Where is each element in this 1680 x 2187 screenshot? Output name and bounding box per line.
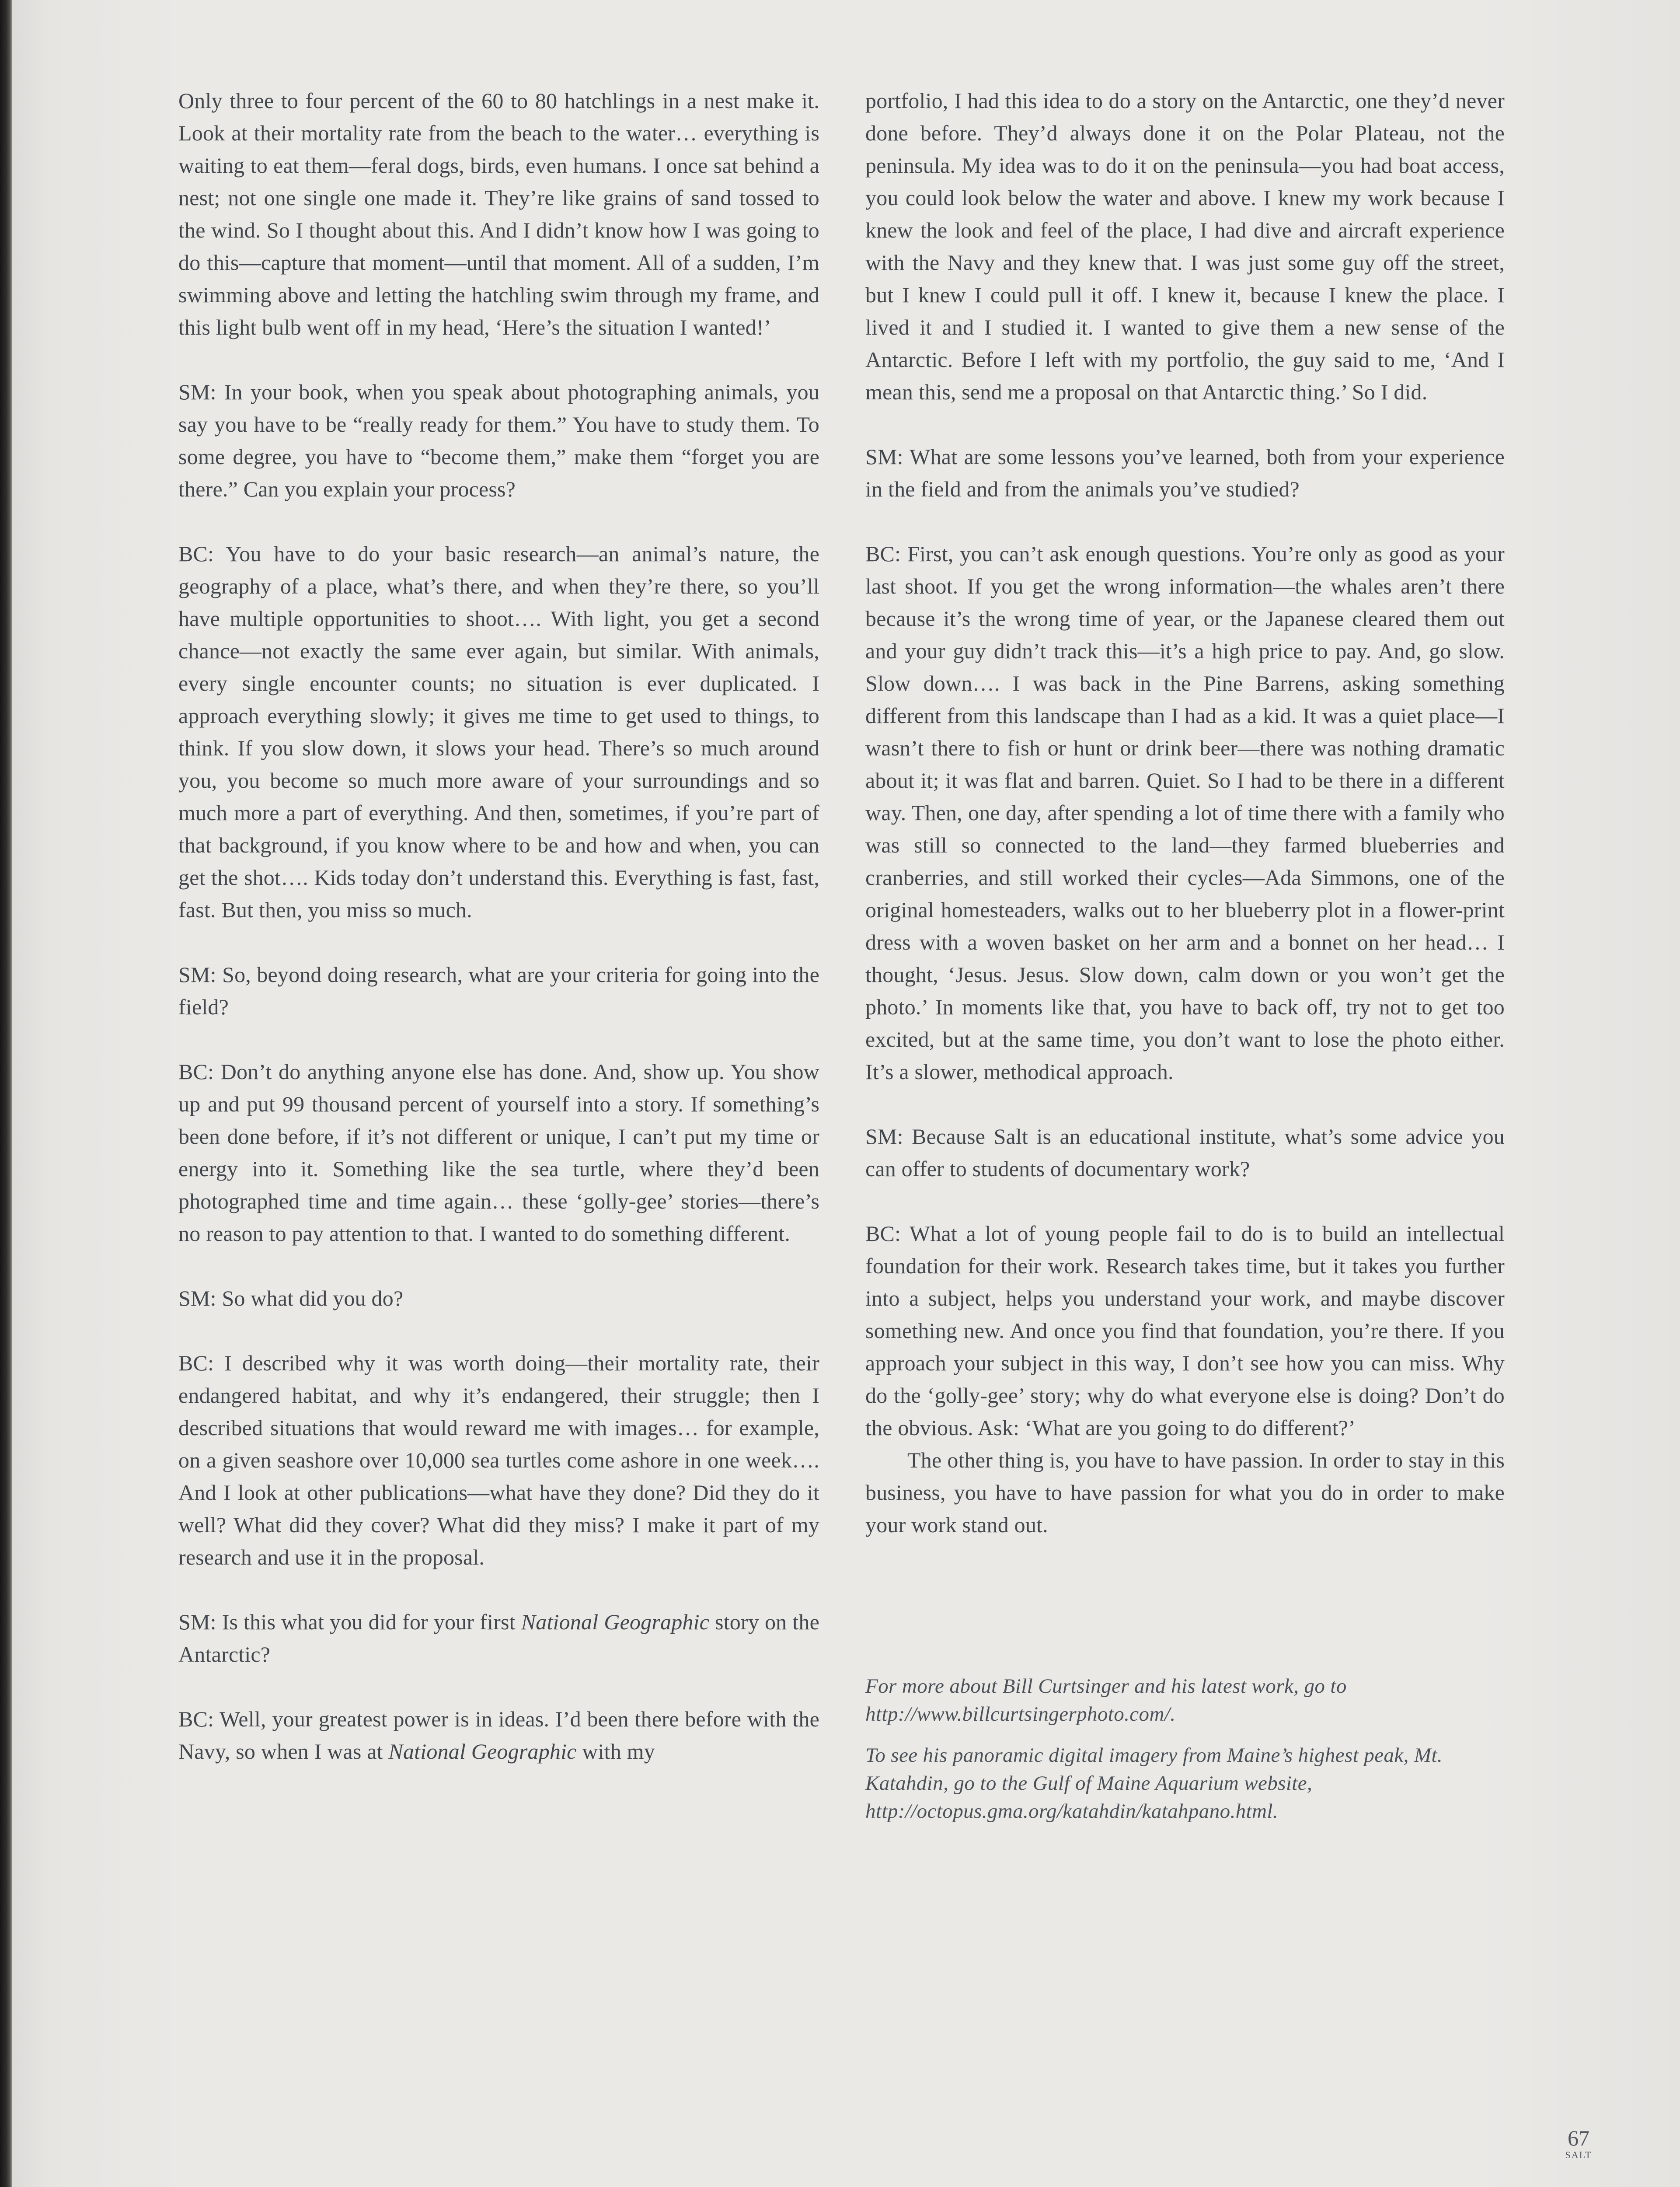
text-run: SM: So, beyond doing research, what are your criteria for going into the field? — [178, 962, 819, 1019]
scanned-spine-edge — [0, 0, 12, 2187]
text-run: The other thing is, you have to have passion. In order to stay in this business, you have to have passion for what you do in order to make your work stand out. — [865, 1448, 1505, 1537]
magazine-name: SALT — [1565, 2149, 1592, 2160]
text-run: story on the Antarctic? — [178, 1610, 819, 1666]
text-run: SM: Is this what you did for your first — [178, 1610, 521, 1634]
italic-text-run: National Geographic — [388, 1739, 577, 1764]
text-run: BC: I described why it was worth doing—their mortality rate, their endangered habitat, and why it’s endangered, their struggle; then I described situations that would reward me with images… for example, on a given seashore over 10,000 sea turtles come ashore in one week…. And I look at other publications—what have they done? Did they do it well? What did they cover? What did they miss? I make it part of my research and use it in the proposal. — [178, 1351, 819, 1569]
text-run: BC: What a lot of young people fail to do is to build an intellectual foundation for their work. Research takes time, but it takes you further into a subject, helps you understand your work, and maybe discover something new. And once you find that foundation, you’re there. If you approach your subject in this way, I don’t see how you can miss. Why do the ‘golly-gee’ story; why do what everyone else is doing? Don’t do the obvious. Ask: ‘What are you going to do different?’ — [865, 1221, 1505, 1440]
text-run: BC: Well, your greatest power is in ideas. I’d been there before with the Navy, so when I was at — [178, 1707, 819, 1764]
text-run: SM: In your book, when you speak about photographing animals, you say you have to be “really ready for them.” You have to study them. To some degree, you have to “become them,” make them “forget you are there.” Can you explain your process? — [178, 380, 819, 501]
text-run: SM: So what did you do? — [178, 1286, 404, 1310]
sm-question-first-nat-geo — [178, 1606, 819, 1670]
bc-answer-basic-research — [178, 538, 819, 926]
bc-answer-show-up — [178, 1055, 819, 1250]
text-run: BC: You have to do your basic research—an animal’s nature, the geography of a place, what’s there, and when they’re there, so you’ll have multiple opportunities to shoot…. With light, you get a second chance—not exactly the same ever again, but similar. With animals, every single encounter counts; no situation is ever duplicated. I approach everything slowly; it gives me time to get used to things, to think. If you slow down, it slows your head. There’s so much around you, you become so much more aware of your surroundings and so much more a part of everything. And then, sometimes, if you’re part of that background, if you know where to be and how and when, you can get the shot…. Kids today don’t understand this. Everything is fast, fast, fast. But then, you miss so much. — [178, 542, 819, 922]
page-number: 67 — [1568, 2126, 1589, 2150]
footer-note-website — [865, 1672, 1505, 1728]
text-run: SM: What are some lessons you’ve learned, both from your experience in the field and from the animals you’ve studied? — [865, 444, 1505, 501]
sm-question-criteria — [178, 958, 819, 1023]
footer-note-katahdin — [865, 1741, 1505, 1825]
bc-answer-proposal — [178, 1347, 819, 1573]
bc-answer-greatest-power — [178, 1703, 819, 1768]
bc-continued-portfolio — [865, 84, 1505, 408]
left-column — [178, 84, 819, 1768]
bc-answer-intellectual-foundation — [865, 1217, 1505, 1444]
text-run: BC: Don’t do anything anyone else has done. And, show up. You show up and put 99 thousand percent of yourself into a story. If something’s been done before, if it’s not different or unique, I can’t put my time or energy into it. Something like the sea turtle, where they’d been photographed time and time again… these ‘golly-gee’ stories—there’s no reason to pay attention to that. I wanted to do something different. — [178, 1059, 819, 1246]
text-run: Only three to four percent of the 60 to 80 hatchlings in a nest make it. Look at their mortality rate from the beach to the water… everything is waiting to eat them—feral dogs, birds, even humans. I once sat behind a nest; not one single one made it. They’re like grains of sand tossed to the wind. So I thought about this. And I didn’t know how I was going to do this—capture that moment—until that moment. All of a sudden, I’m swimming above and letting the hatchling swim through my frame, and this light bulb went off in my head, ‘Here’s the situation I wanted!’ — [178, 88, 819, 339]
right-column — [865, 84, 1505, 1825]
text-run: SM: Because Salt is an educational institute, what’s some advice you can offer to students of documentary work? — [865, 1124, 1505, 1181]
sm-question-lessons — [865, 440, 1505, 505]
text-run: BC: First, you can’t ask enough questions. You’re only as good as your last shoot. If you get the wrong information—the whales aren’t there because it’s the wrong time of year, or the Japanese cleared them out and your guy didn’t track this—it’s a high price to pay. And, go slow. Slow down…. I was back in the Pine Barrens, asking something different from this landscape than I had as a kid. It was a quiet place—I wasn’t there to fish or hunt or drink beer—there was nothing dramatic about it; it was flat and barren. Quiet. So I had to be there in a different way. Then, one day, after spending a lot of time there with a family who was still so connected to the land—they farmed blueberries and cranberries, and still worked their cycles—Ada Simmons, one of the original homesteaders, walks out to her blueberry plot in a flower-print dress with a woven basket on her arm and a bonnet on her head… I thought, ‘Jesus. Jesus. Slow down, calm down or you won’t get the photo.’ In moments like that, you have to back off, try not to get too excited, but at the same time, you don’t want to lose the photo either. It’s a slower, methodical approach. — [865, 542, 1505, 1084]
bc-continued-paragraph — [178, 84, 819, 343]
italic-text-run: National Geographic — [521, 1610, 710, 1634]
bc-answer-questions-pine-barrens — [865, 538, 1505, 1088]
sm-question-salt-advice — [865, 1120, 1505, 1185]
bc-answer-passion — [865, 1444, 1505, 1541]
page-number-block — [1539, 2127, 1618, 2161]
sm-question-photographing-animals — [178, 376, 819, 505]
text-run: For more about Bill Curtsinger and his latest work, go to http://www.billcurtsingerphoto.com/. — [865, 1675, 1347, 1726]
text-run: To see his panoramic digital imagery from Maine’s highest peak, Mt. Katahdin, go to the Gulf of Maine Aquarium website, http://octopus.gma.org/katahdin/katahpano.html. — [865, 1744, 1443, 1823]
text-run: with my — [576, 1739, 655, 1764]
sm-question-what-did-you-do — [178, 1282, 819, 1314]
text-run: portfolio, I had this idea to do a story on the Antarctic, one they’d never done before. They’d always done it on the Polar Plateau, not the peninsula. My idea was to do it on the peninsula—you had boat access, you could look below the water and above. I knew my work because I knew the look and feel of the place, I had dive and aircraft experience with the Navy and they knew that. I was just some guy off the street, but I knew I could pull it off. I knew it, because I knew the place. I lived it and I studied it. I wanted to give them a new sense of the Antarctic. Before I left with my portfolio, the guy said to me, ‘And I mean this, send me a proposal on that Antarctic thing.’ So I did. — [865, 88, 1505, 404]
